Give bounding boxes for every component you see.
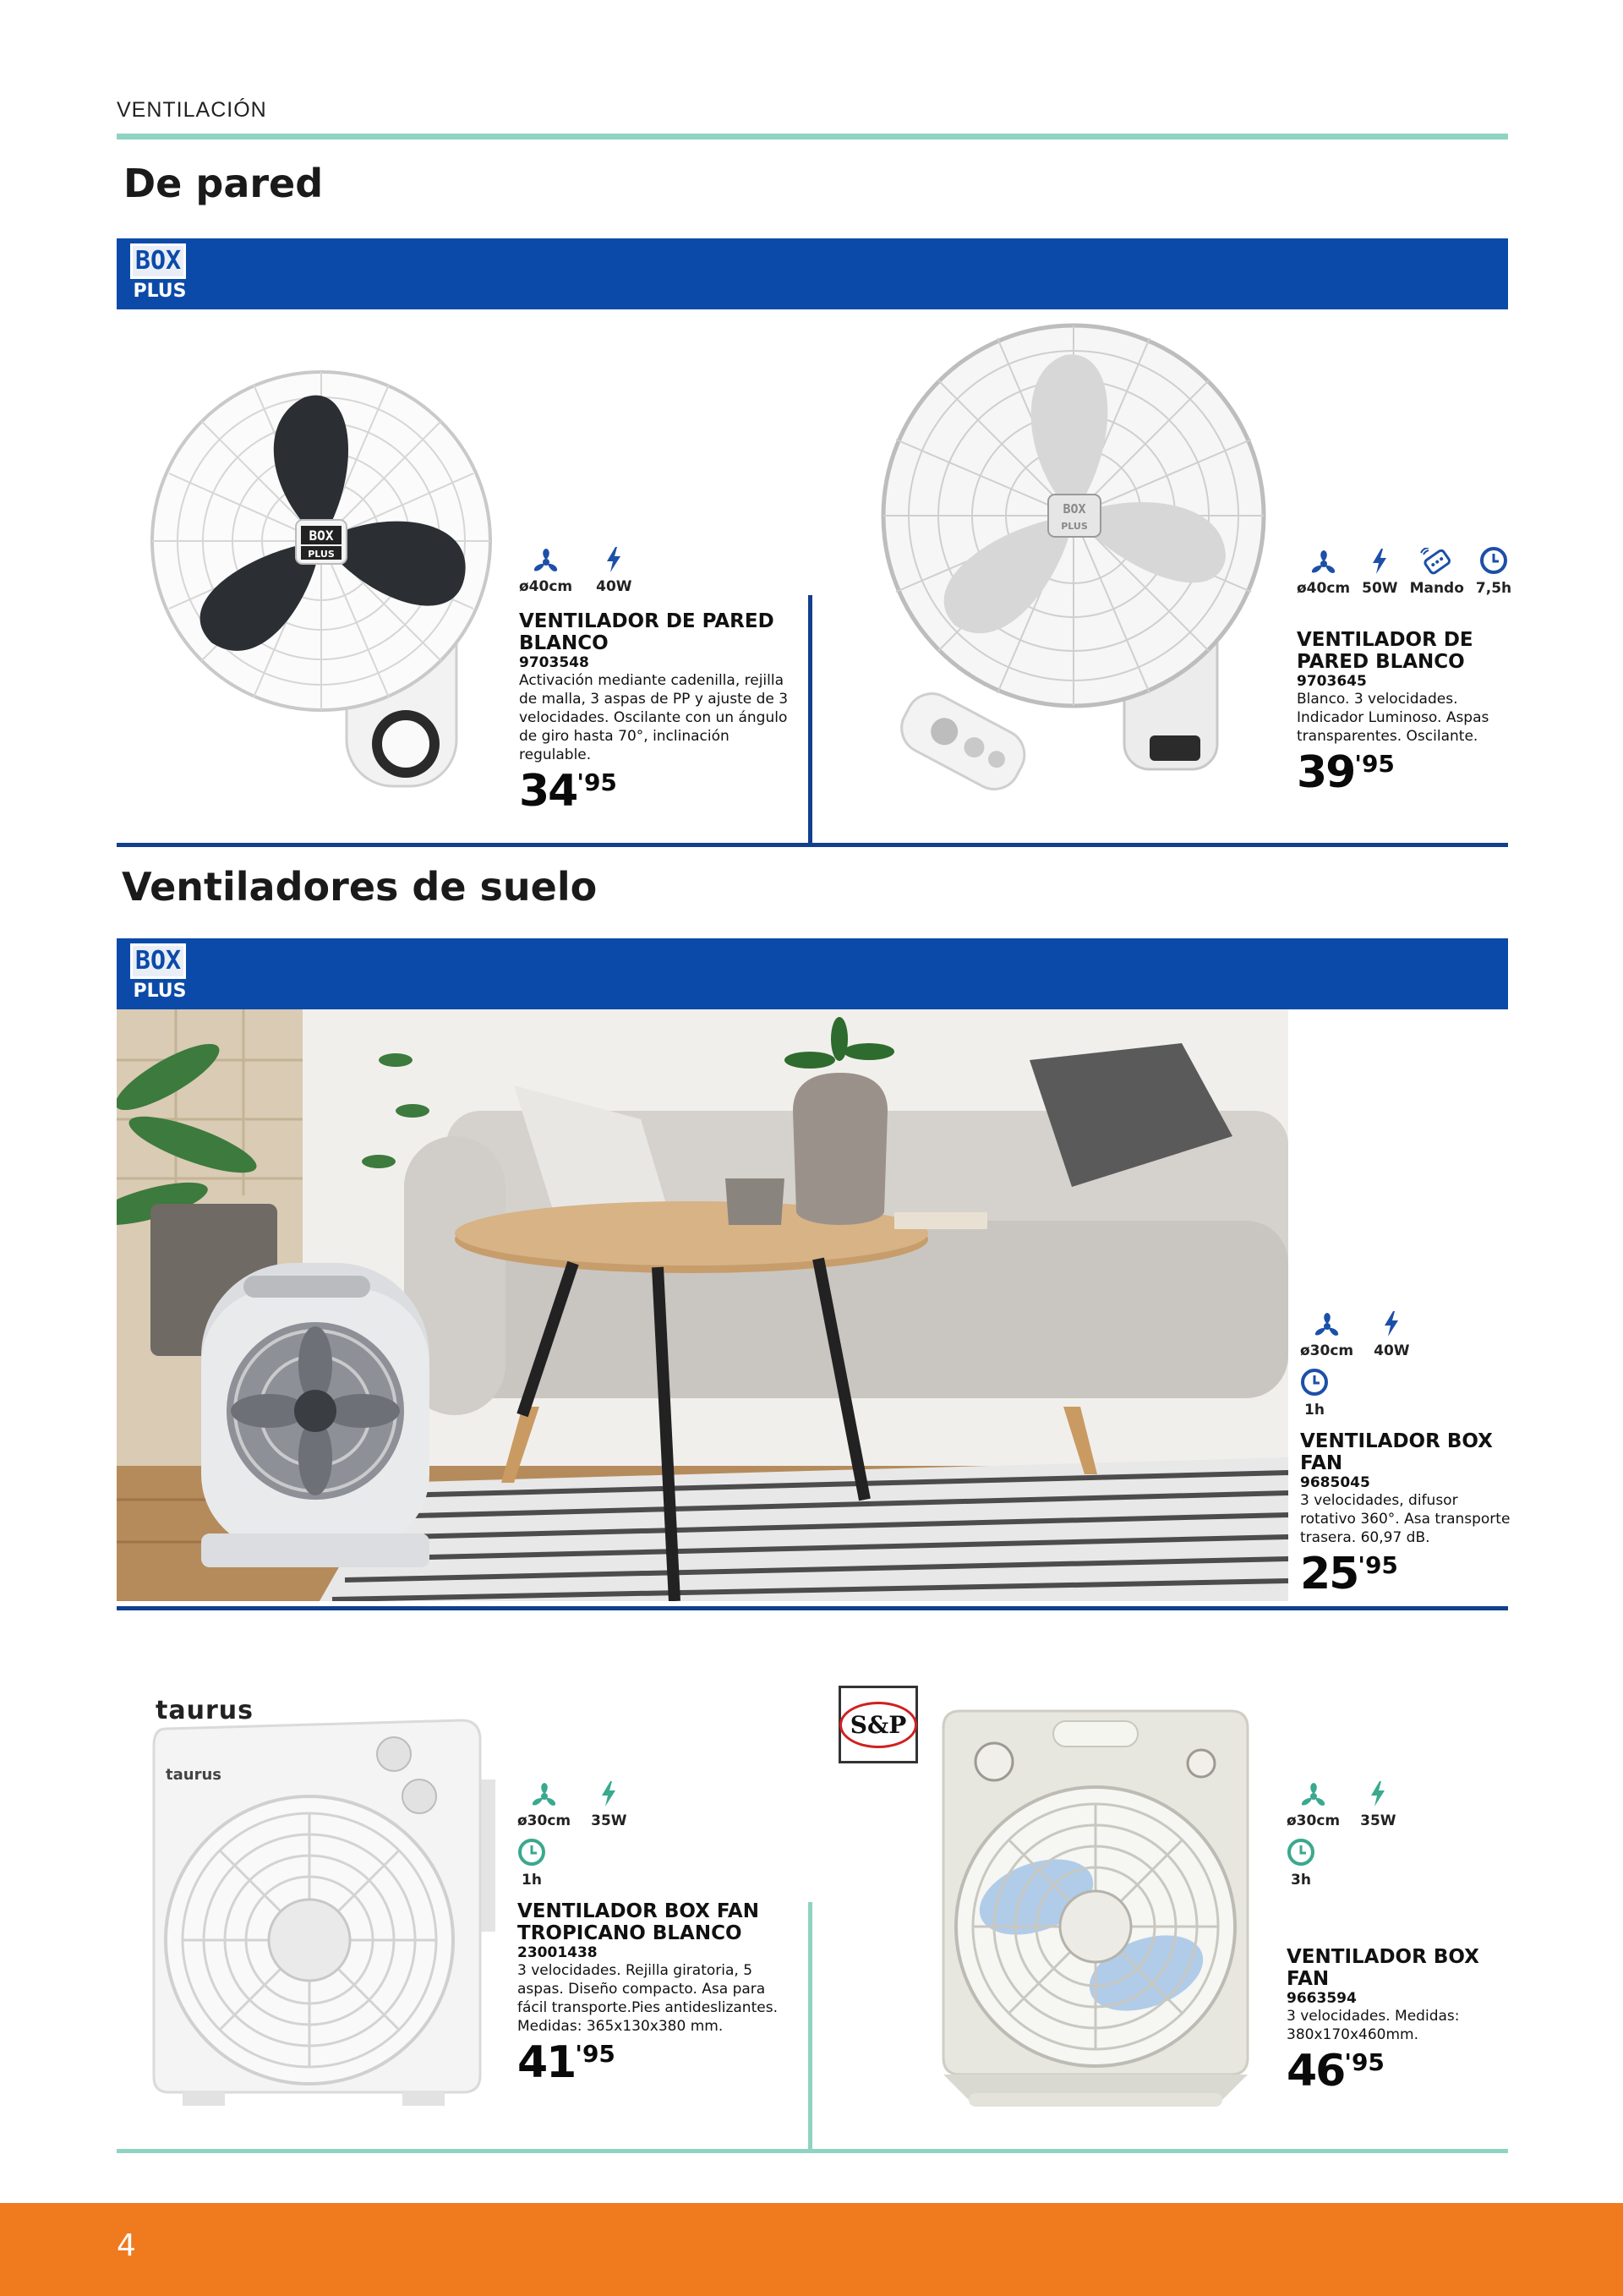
bolt-icon	[1381, 1310, 1402, 1337]
column-divider	[808, 1902, 812, 2152]
fan-blade-icon	[1299, 1782, 1328, 1807]
product-name: VENTILADOR DE PARED BLANCO	[1297, 629, 1473, 673]
product-card-wall-fan-1	[519, 546, 798, 817]
spec-icons-row2	[517, 1838, 796, 1889]
product-description: 3 velocidades, difusor rotativo 360°. Asa transporte trasera. 60,97 dB.	[1300, 1492, 1511, 1546]
spec-icons	[1300, 1310, 1511, 1359]
spec-icons	[1297, 546, 1512, 597]
clock-icon	[1287, 1838, 1315, 1867]
section-rule	[117, 843, 1508, 847]
svg-text:PLUS: PLUS	[308, 549, 335, 560]
remote-icon	[1420, 548, 1454, 575]
svg-text:PLUS: PLUS	[1061, 521, 1088, 532]
spec-icons	[517, 1780, 796, 1829]
page-number: 4	[117, 2228, 136, 2263]
product-ref: 9703645	[1297, 673, 1367, 690]
bolt-icon	[1368, 1780, 1388, 1807]
taurus-logo: taurus	[156, 1696, 254, 1725]
brand-band-wall	[117, 238, 1508, 309]
product-description: 3 velocidades. Rejilla giratoria, 5 aspas. Diseño compacto. Asa para fácil transporte.Pies antideslizantes. Medidas: 365x130x380 mm.	[517, 1962, 778, 2035]
bolt-icon	[1369, 548, 1390, 575]
box-fan-sp-image	[935, 1703, 1256, 2125]
spec-power: 40W	[596, 546, 631, 595]
boxplus-logo: BOX PLUS	[130, 243, 189, 304]
spec-timer: 1h	[517, 1838, 546, 1889]
clock-icon	[1300, 1368, 1329, 1397]
wall-fan-grey-image	[871, 321, 1276, 812]
product-price: 41 '95	[517, 2037, 615, 2088]
fan-blade-icon	[1309, 549, 1338, 575]
product-ref: 9663594	[1287, 1990, 1357, 2007]
product-description: 3 velocidades. Medidas: 380x170x460mm.	[1287, 2008, 1460, 2043]
spec-power: 35W	[591, 1780, 626, 1829]
product-card-wall-fan-2	[1297, 546, 1512, 798]
product-ref: 9703548	[519, 654, 589, 671]
spec-timer: 1h	[1300, 1368, 1329, 1419]
boxplus-logo: BOX PLUS	[130, 943, 189, 1004]
spec-diameter: ø40cm	[1297, 549, 1350, 597]
spec-power: 35W	[1360, 1780, 1396, 1829]
spec-power: 40W	[1374, 1310, 1409, 1359]
spec-diameter: ø40cm	[519, 548, 572, 595]
section-title-floor: Ventiladores de suelo	[122, 864, 598, 910]
product-price: 34 '95	[519, 766, 617, 817]
spec-timer: 3h	[1287, 1838, 1315, 1889]
living-room-scene-image	[117, 1009, 1288, 1601]
product-name: VENTILADOR BOX FAN	[1300, 1430, 1493, 1474]
kicker-rule	[117, 134, 1508, 139]
spec-power: 50W	[1362, 548, 1397, 597]
spec-remote: Mando	[1410, 548, 1464, 597]
product-name: VENTILADOR BOX FAN	[1287, 1946, 1479, 1990]
product-ref: 23001438	[517, 1944, 598, 1961]
clock-icon	[517, 1838, 546, 1867]
product-card-box-fan-taurus	[517, 1780, 796, 2088]
product-price: 39 '95	[1297, 747, 1395, 798]
product-name: VENTILADOR DE PARED BLANCO	[519, 610, 774, 654]
spec-icons	[1287, 1780, 1515, 1829]
spec-icons	[519, 546, 798, 595]
svg-text:taurus: taurus	[166, 1766, 221, 1784]
fan-blade-icon	[532, 548, 560, 573]
spec-diameter: ø30cm	[1300, 1312, 1353, 1359]
fan-blade-icon	[1313, 1312, 1342, 1337]
bolt-icon	[604, 546, 624, 573]
clock-icon	[1479, 546, 1508, 575]
wall-fan-black-image	[144, 347, 507, 803]
sp-logo: S&P	[839, 1686, 918, 1763]
svg-text:BOX: BOX	[309, 528, 334, 544]
spec-diameter: ø30cm	[1287, 1782, 1340, 1829]
brand-band-floor	[117, 938, 1508, 1009]
product-card-box-fan-sp	[1287, 1780, 1515, 2096]
product-description: Blanco. 3 velocidades. Indicador Luminoso. Aspas transparentes. Oscilante.	[1297, 691, 1489, 745]
footer-bar	[0, 2203, 1623, 2296]
fan-blade-icon	[530, 1782, 559, 1807]
section-kicker: VENTILACIÓN	[117, 98, 267, 122]
bolt-icon	[598, 1780, 619, 1807]
section-title-wall: De pared	[123, 161, 324, 206]
spec-diameter: ø30cm	[517, 1782, 571, 1829]
product-name: VENTILADOR BOX FAN TROPICANO BLANCO	[517, 1900, 759, 1944]
section-rule	[117, 1606, 1508, 1610]
product-price: 46 '95	[1287, 2046, 1385, 2096]
spec-timer: 7,5h	[1476, 546, 1511, 597]
product-card-box-fan-1	[1300, 1310, 1511, 1599]
section-rule	[117, 2149, 1508, 2153]
spec-icons-row2	[1300, 1368, 1511, 1419]
product-description: Activación mediante cadenilla, rejilla de malla, 3 aspas de PP y ajuste de 3 velocidades. Oscilante con un ángulo de giro hasta 70°, inclinación regulable.	[519, 672, 789, 763]
product-price: 25 '95	[1300, 1549, 1398, 1599]
spec-icons-row2	[1287, 1838, 1515, 1889]
column-divider	[808, 595, 812, 845]
product-ref: 9685045	[1300, 1474, 1370, 1491]
box-fan-taurus-image	[149, 1712, 504, 2118]
svg-text:BOX: BOX	[1063, 501, 1086, 517]
